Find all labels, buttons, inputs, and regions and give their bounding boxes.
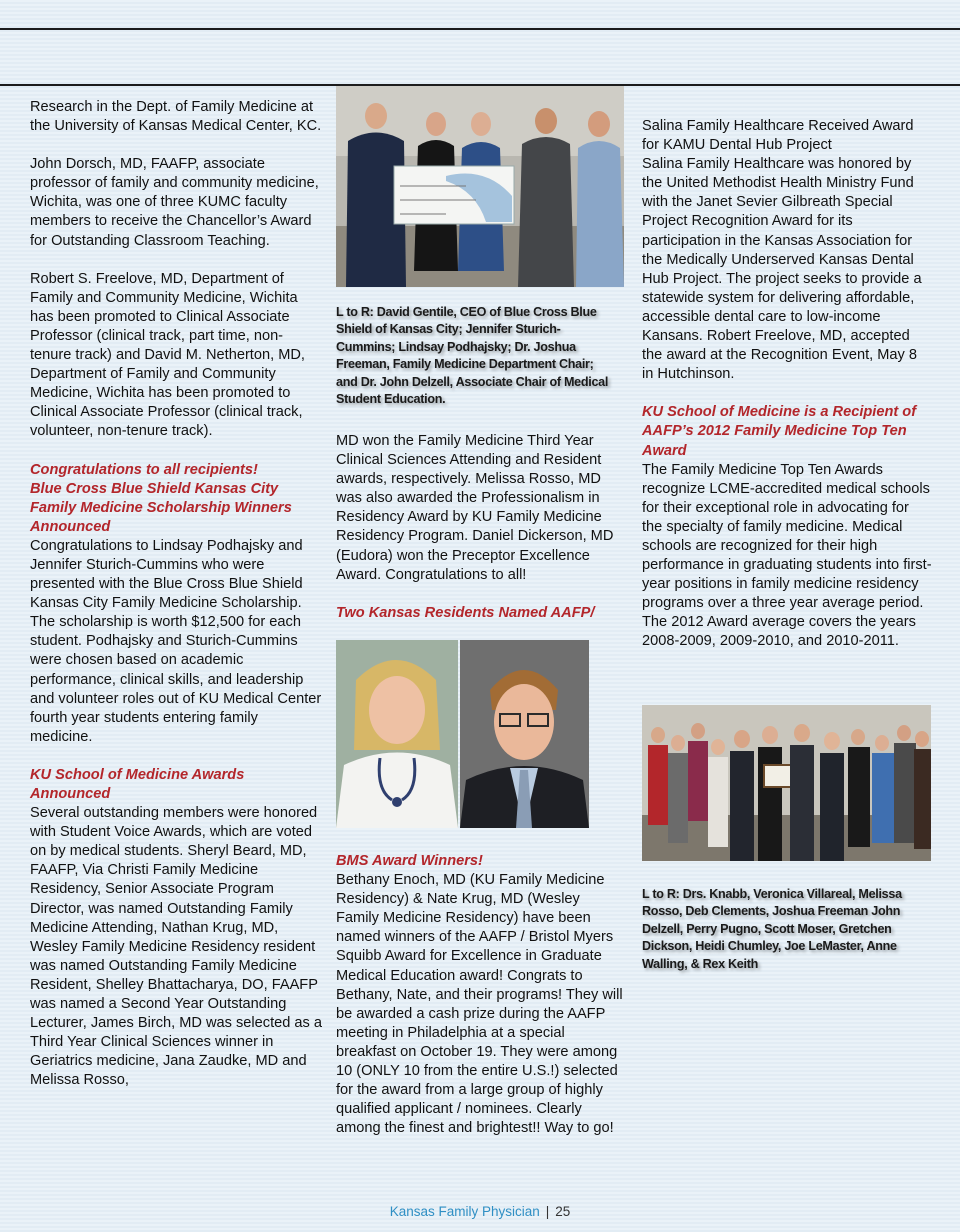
top-ten-heading: KU School of Medicine is a Recipient of AAFP’s 2012 Family Medicine Top Ten Award xyxy=(642,404,917,459)
column-3 xyxy=(642,117,932,652)
ku-awards-paragraph: Several outstanding members were honored with Student Voice Awards, which are voted on by medical students. Sheryl Beard, MD, FAAFP, Via Christi Family Medicine Residency, Senior Associate Program Director, was named Outstanding Family Medicine Attending, Nathan Krug, MD, Wesley Family Medicine Residency resident was named Outstanding Family Medicine Resident, Shelley Bhattacharya, DO, FAAFP was named a Second Year Outstanding Lecturer, James Birch, MD was selected as a Third Year Clinical Sciences winner in Geriatrics medicine, Jana Zaudke, MD and Melissa Rosso, xyxy=(30,805,322,1089)
group-photo xyxy=(642,705,931,861)
residents-heading: Two Kansas Residents Named AAFP/ xyxy=(336,604,595,621)
bms-heading: BMS Award Winners! xyxy=(336,853,483,869)
group-photo-caption: L to R: Drs. Knabb, Veronica Villareal, Melissa Rosso, Deb Clements, Joshua Freeman John Delzell, Perry Pugno, Scott Moser, Gretchen Dickson, Heidi Chumley, Joe LeMaster, Anne Walling, & Rex Keith xyxy=(642,887,902,971)
salina-heading: Salina Family Healthcare Received Award for KAMU Dental Hub Project xyxy=(642,118,914,154)
magazine-name: Kansas Family Physician xyxy=(389,1204,540,1219)
page-footer xyxy=(0,1204,960,1219)
bms-paragraph: Bethany Enoch, MD (KU Family Medicine Residency) & Nate Krug, MD (Wesley Family Medicine Residency) have been named winners of the AAFP / Bristol Myers Squibb Award for Excellence in Graduate Medical Education award! Congrats to Bethany, Nate, and their programs! They will be awarded a cash prize during the AAFP meeting in Philadelphia at a special breakfast on October 19. They were among 10 (ONLY 10 from the entire U.S.!) selected for the award from a large group of highly qualified applicant / nominees. Clearly among the finest and brightest!! Way to go! xyxy=(336,872,623,1137)
salina-paragraph: Salina Family Healthcare was honored by the United Methodist Health Ministry Fund with the Janet Sevier Gilbreath Special Project Recognition Award for its participation in the Kansas Association for the Medically Underserved Kansas Dental Hub Project. The project seeks to provide a statewide system for delivering affordable, accessible dental care to low-income Kansans. Robert Freelove, MD, accepted the award at the Recognition Event, May 8 in Hutchinson. xyxy=(642,156,922,383)
page-number: 25 xyxy=(555,1204,571,1219)
dorsch-paragraph: John Dorsch, MD, FAAFP, associate professor of family and community medicine, Wichita, was one of three KUMC faculty members to receive the Chancellor’s Award for Outstanding Classroom Teaching. xyxy=(30,156,319,249)
top-ten-paragraph: The Family Medicine Top Ten Awards recognize LCME-accredited medical schools for their exceptional role in advocating for the specialty of family medicine. Medical schools are recognized for their high performance in graduating students into first-year positions in family medicine residency programs over a three year average period. The 2012 Award average covers the years 2008-2009, 2009-2010, and 2010-2011. xyxy=(642,461,932,650)
bethany-enoch-photo xyxy=(336,640,458,828)
check-presentation-photo xyxy=(336,86,624,287)
ku-awards-heading: KU School of Medicine Awards Announced xyxy=(30,766,245,802)
footer-separator: | xyxy=(545,1204,550,1219)
awards-continuation-paragraph: MD won the Family Medicine Third Year Clinical Sciences Attending and Resident awards, respectively. Melissa Rosso, MD was also awarded the Professionalism in Residency Award by KU Family Medicine Residency Program. Daniel Dickerson, MD (Eudora) won the Preceptor Excellence Award. Congratulations to all! xyxy=(336,433,614,583)
top-rule xyxy=(0,28,960,30)
research-paragraph: Research in the Dept. of Family Medicine at the University of Kansas Medical Center, KC. xyxy=(30,99,322,135)
column-1 xyxy=(30,98,322,1091)
nate-krug-photo xyxy=(460,640,589,828)
check-photo-caption: L to R: David Gentile, CEO of Blue Cross Blue Shield of Kansas City; Jennifer Sturich-Cummins; Lindsay Podhajsky; Dr. Joshua Freeman, Family Medicine Department Chair; and Dr. John Delzell, Associate Chair of Medical Student Education. xyxy=(336,305,609,407)
freelove-paragraph: Robert S. Freelove, MD, Department of Family and Community Medicine, Wichita has been promoted to Clinical Associate Professor (clinical track, part time, non-tenure track) and David M. Netherton, MD, Department of Family and Community Medicine, Wichita has been promoted to Clinical Associate Professor (clinical track, volunteer, non-tenure track). xyxy=(30,270,305,440)
bms-section xyxy=(336,852,624,1138)
congrats-heading: Congratulations to all recipients! xyxy=(30,461,258,478)
column-2 xyxy=(336,432,624,623)
bcbs-heading: Blue Cross Blue Shield Kansas City Family Medicine Scholarship Winners Announced xyxy=(30,480,292,535)
bcbs-paragraph: Congratulations to Lindsay Podhajsky and Jennifer Sturich-Cummins who were presented with the Blue Cross Blue Shield Kansas City Family Medicine Scholarship. The scholarship is worth $12,500 for each student. Podhajsky and Sturich-Cummins were chosen based on academic performance, clinical skills, and leadership and volunteer roles out of KU Medical Center fourth year students entering family medicine. xyxy=(30,537,322,745)
